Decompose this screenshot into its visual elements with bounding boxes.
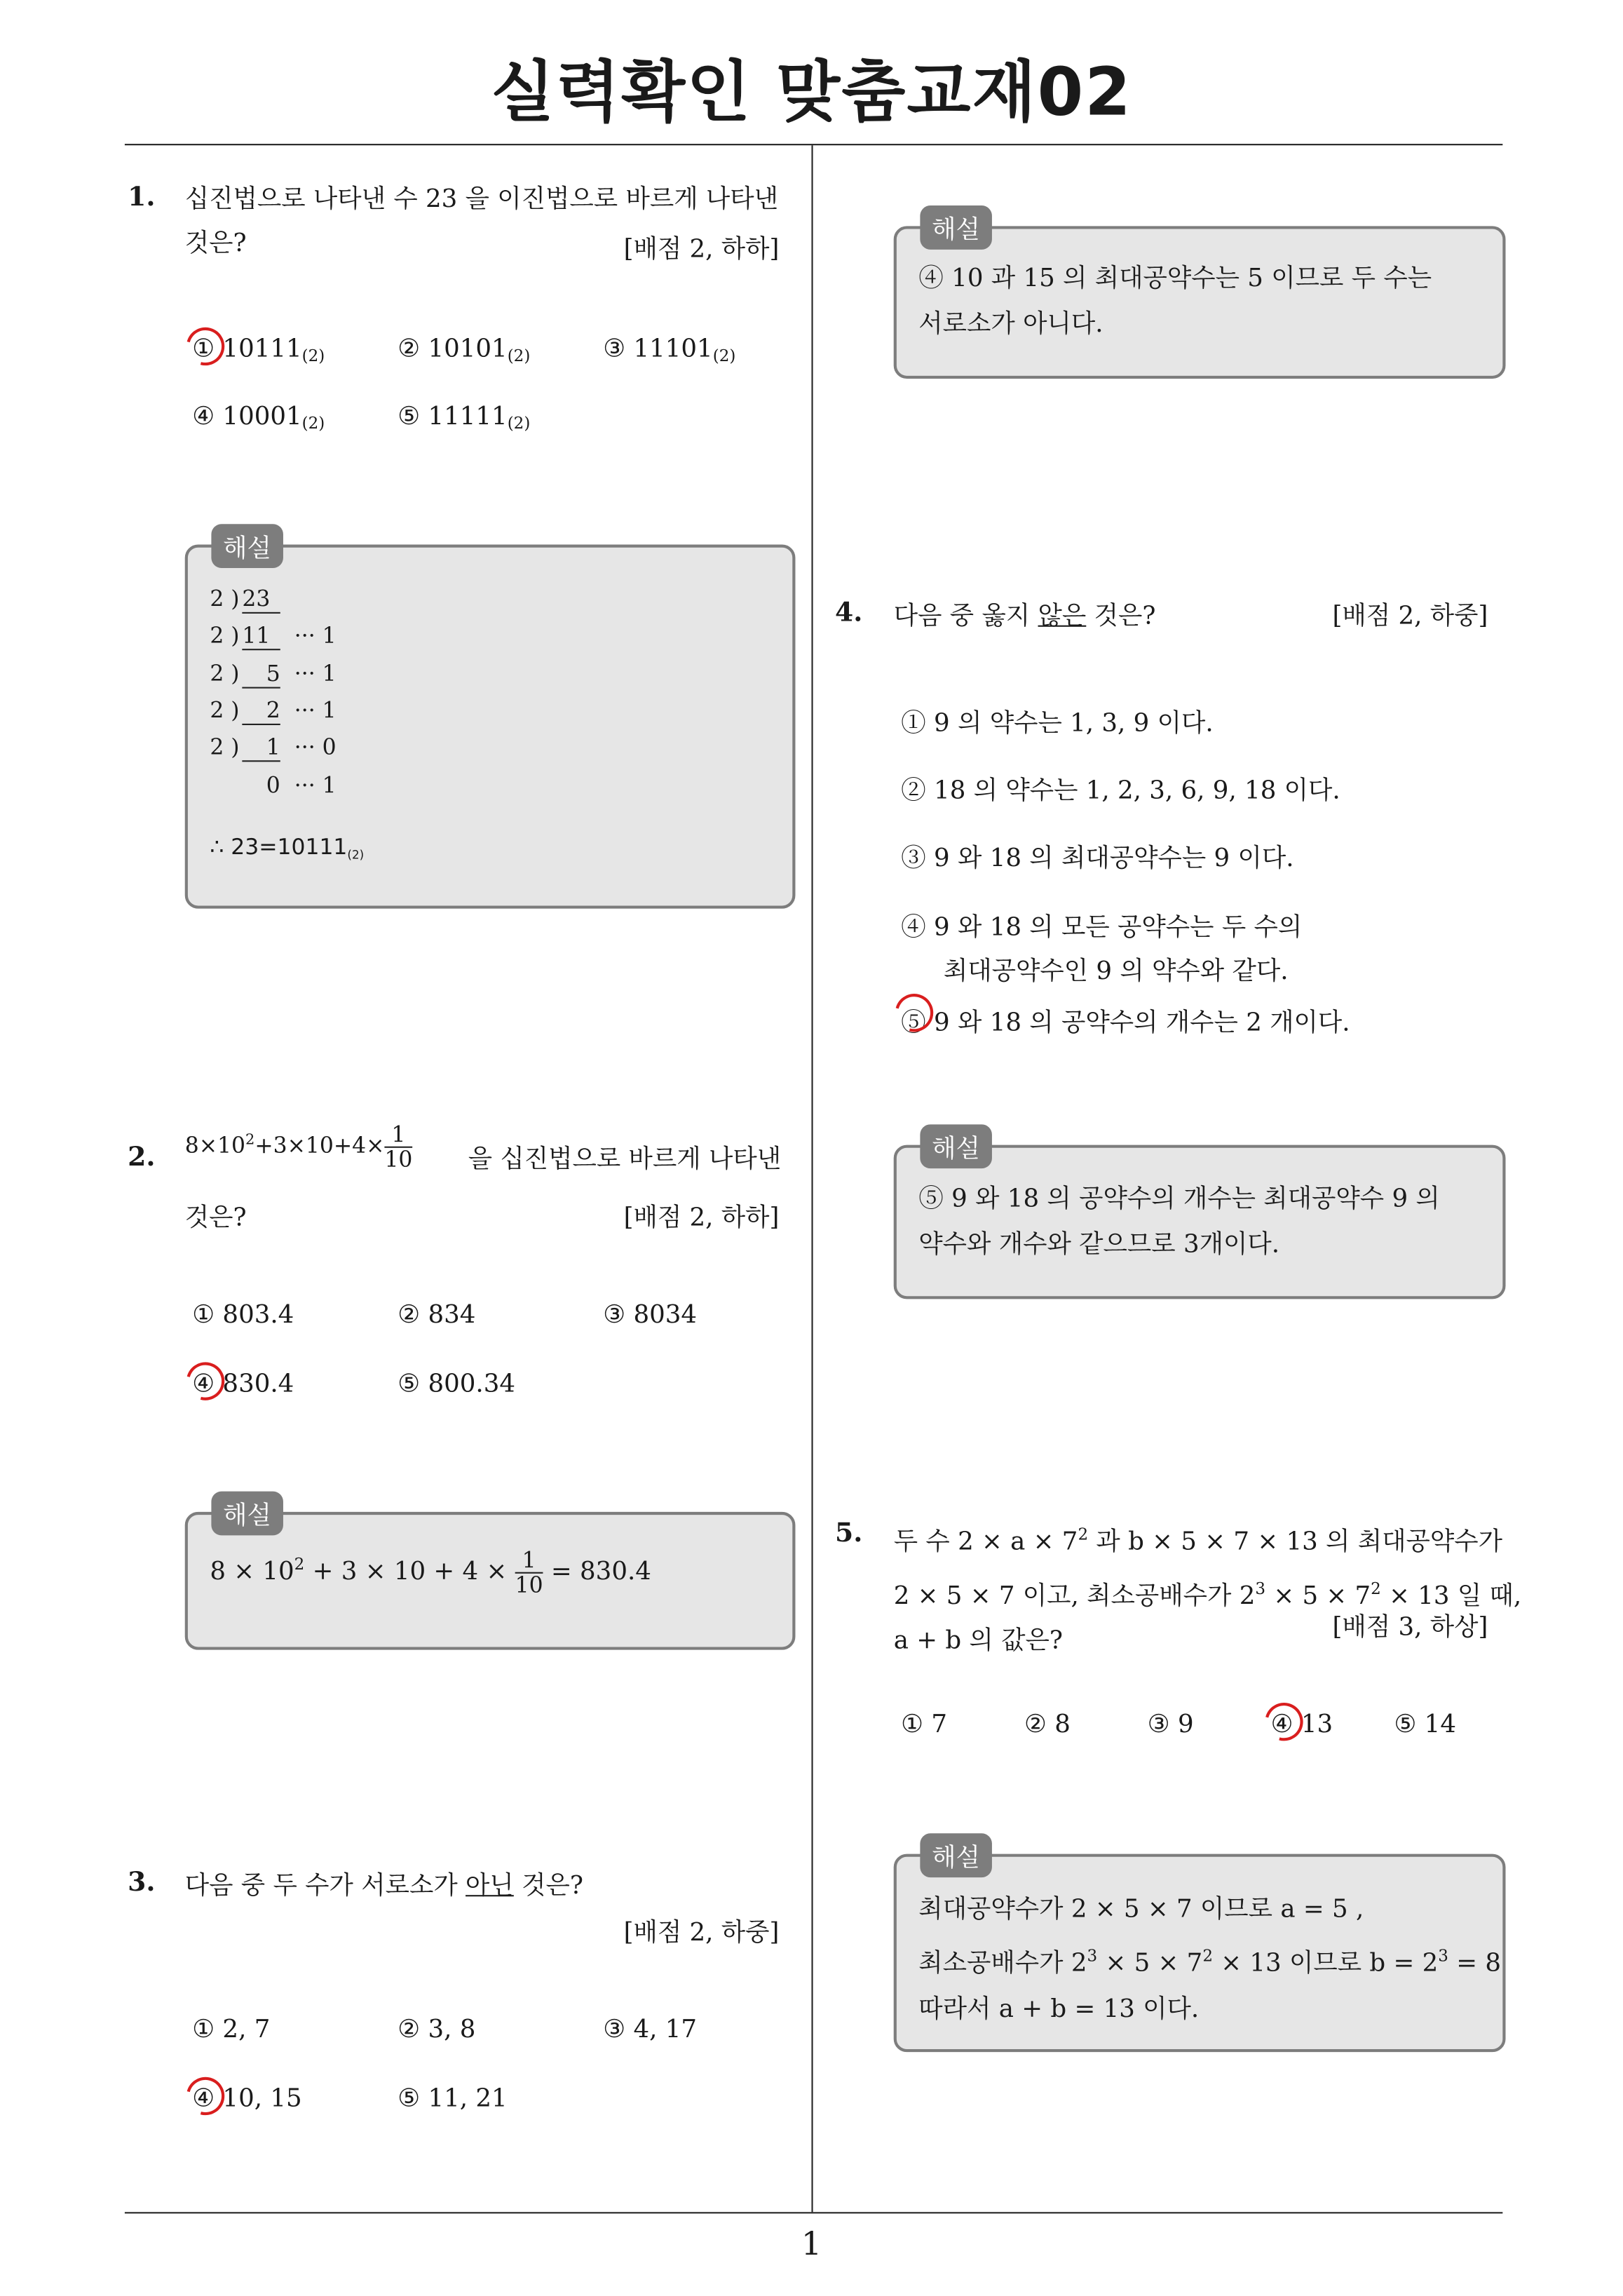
question-3-option-2[interactable]: ② 3, 8 bbox=[398, 2015, 476, 2045]
question-2-points: [배점 2, 하하] bbox=[623, 1203, 780, 1234]
question-4-option-5[interactable]: ⑤ 9 와 18 의 공약수의 개수는 2 개이다. bbox=[901, 1008, 1350, 1038]
question-1-option-3[interactable]: ③ 11101(2) bbox=[603, 335, 736, 366]
question-5-option-2[interactable]: ② 8 bbox=[1024, 1710, 1071, 1740]
question-2-option-4[interactable]: ④ 830.4 bbox=[192, 1369, 294, 1399]
question-3-option-1[interactable]: ① 2, 7 bbox=[192, 2015, 271, 2045]
question-1-line2: 것은? bbox=[184, 229, 247, 259]
answer-circle-mark bbox=[179, 1355, 231, 1407]
question-2-line2: 것은? bbox=[184, 1203, 247, 1234]
question-1-option-5[interactable]: ⑤ 11111(2) bbox=[398, 402, 531, 433]
division-row: 0 ··· 1 bbox=[266, 771, 337, 799]
solution-tag: 해설 bbox=[920, 1833, 991, 1877]
question-3-solution: ④ 10 과 15 의 최대공약수는 5 이므로 두 수는 서로소가 아니다. bbox=[918, 264, 1432, 339]
question-2-option-2[interactable]: ② 834 bbox=[398, 1300, 476, 1330]
question-4-text: 다음 중 옳지 않은 것은? bbox=[893, 602, 1156, 632]
question-1-points: [배점 2, 하하] bbox=[623, 234, 780, 264]
page-title: 실력확인 맞춤교재02 bbox=[491, 53, 1132, 131]
question-3-option-5[interactable]: ⑤ 11, 21 bbox=[398, 2084, 508, 2114]
solution-tag: 해설 bbox=[211, 524, 283, 568]
question-4-option-1[interactable]: ① 9 의 약수는 1, 3, 9 이다. bbox=[901, 708, 1214, 738]
question-5-solution: 최대공약수가 2 × 5 × 7 이므로 a = 5 , 최소공배수가 $2^3 \times 5 \times 7^2 \times 13$ 이므로 $b = 2^3 = 8$ 따라서 a + b = 13 이다. bbox=[918, 1895, 1502, 2024]
question-1-number: 1. bbox=[128, 182, 156, 213]
question-1-option-4[interactable]: ④ 10001(2) bbox=[192, 402, 325, 433]
question-4-option-4[interactable]: ④ 9 와 18 의 모든 공약수는 두 수의 최대공약수인 9 의 약수와 같다. bbox=[901, 912, 1303, 987]
division-row: 2 ) 2 ··· 1 bbox=[210, 697, 336, 725]
question-2-line1: 을 십진법으로 바르게 나타낸 bbox=[468, 1144, 782, 1175]
question-1-line1: 십진법으로 나타낸 수 23 을 이진법으로 바르게 나타낸 bbox=[184, 184, 779, 215]
question-2-solution: $8 \times 10^2 + 3 \times 10 + 4$ × $\frac{1}{10}$ = 830.4 bbox=[210, 1547, 651, 1599]
question-5-option-1[interactable]: ① 7 bbox=[901, 1710, 948, 1740]
question-4-option-2[interactable]: ② 18 의 약수는 1, 2, 3, 6, 9, 18 이다. bbox=[901, 776, 1340, 806]
division-row: 2 ) 5 ··· 1 bbox=[210, 661, 336, 689]
bottom-rule bbox=[125, 2212, 1502, 2213]
solution-tag: 해설 bbox=[920, 1124, 991, 1168]
question-1-option-1[interactable]: ① 10111(2) bbox=[192, 335, 325, 366]
question-5-number: 5. bbox=[834, 1518, 863, 1549]
question-3-option-4[interactable]: ④ 10, 15 bbox=[192, 2084, 302, 2114]
division-row: 2 ) 23 bbox=[210, 586, 280, 614]
question-5-option-3[interactable]: ③ 9 bbox=[1147, 1710, 1194, 1740]
column-divider bbox=[811, 145, 813, 2212]
answer-circle-mark bbox=[179, 2070, 231, 2122]
answer-circle-mark bbox=[1258, 1696, 1310, 1748]
question-5-points: [배점 3, 하상] bbox=[1332, 1613, 1488, 1643]
question-4-number: 4. bbox=[834, 597, 863, 628]
solution-tag: 해설 bbox=[211, 1492, 283, 1536]
question-2-option-3[interactable]: ③ 8034 bbox=[603, 1300, 698, 1330]
fraction: $\frac{1}{10}$ bbox=[384, 1121, 413, 1173]
question-3-points: [배점 2, 하중] bbox=[623, 1918, 780, 1948]
question-5-option-4[interactable]: ④ 13 bbox=[1270, 1710, 1333, 1740]
question-3-option-3[interactable]: ③ 4, 17 bbox=[603, 2015, 698, 2045]
solution-tag: 해설 bbox=[920, 205, 991, 250]
question-1-conclusion: ∴ $23=10111_{(2)}$ bbox=[210, 833, 365, 862]
question-2-option-1[interactable]: ① 803.4 bbox=[192, 1300, 294, 1330]
question-4-points: [배점 2, 하중] bbox=[1332, 602, 1488, 632]
division-row: 2 ) 11 ··· 1 bbox=[210, 622, 336, 650]
question-1-option-2[interactable]: ② 10101(2) bbox=[398, 335, 531, 366]
question-2-expression: $8\times 10^2+3\times 10+4\times$ $\frac{1}{10}$ bbox=[184, 1121, 413, 1173]
question-5-option-5[interactable]: ⑤ 14 bbox=[1394, 1710, 1456, 1740]
question-5-text: 두 수 $2 \times a \times 7^2$ 과 b × 5 × 7 × 13 의 최대공약수가 2 × 5 × 7 이고, 최소공배수가 $2^3 \times 5 \times 7^2 \times 13$ 일 때, a + b 의 값은? bbox=[893, 1525, 1522, 1656]
division-row: 2 ) 1 ··· 0 bbox=[210, 734, 336, 762]
question-2-option-5[interactable]: ⑤ 800.34 bbox=[398, 1369, 515, 1399]
question-4-option-3[interactable]: ③ 9 와 18 의 최대공약수는 9 이다. bbox=[901, 844, 1294, 874]
page-number: 1 bbox=[801, 2227, 822, 2264]
question-4-solution: ⑤ 9 와 18 의 공약수의 개수는 최대공약수 9 의 약수와 개수와 같으므로 3개이다. bbox=[918, 1184, 1440, 1260]
fraction: $\frac{1}{10}$ bbox=[515, 1547, 543, 1599]
top-rule bbox=[125, 144, 1502, 145]
question-2-number: 2. bbox=[128, 1142, 156, 1173]
question-3-text: 다음 중 두 수가 서로소가 아닌 것은? bbox=[184, 1871, 583, 1901]
question-3-number: 3. bbox=[128, 1867, 156, 1898]
